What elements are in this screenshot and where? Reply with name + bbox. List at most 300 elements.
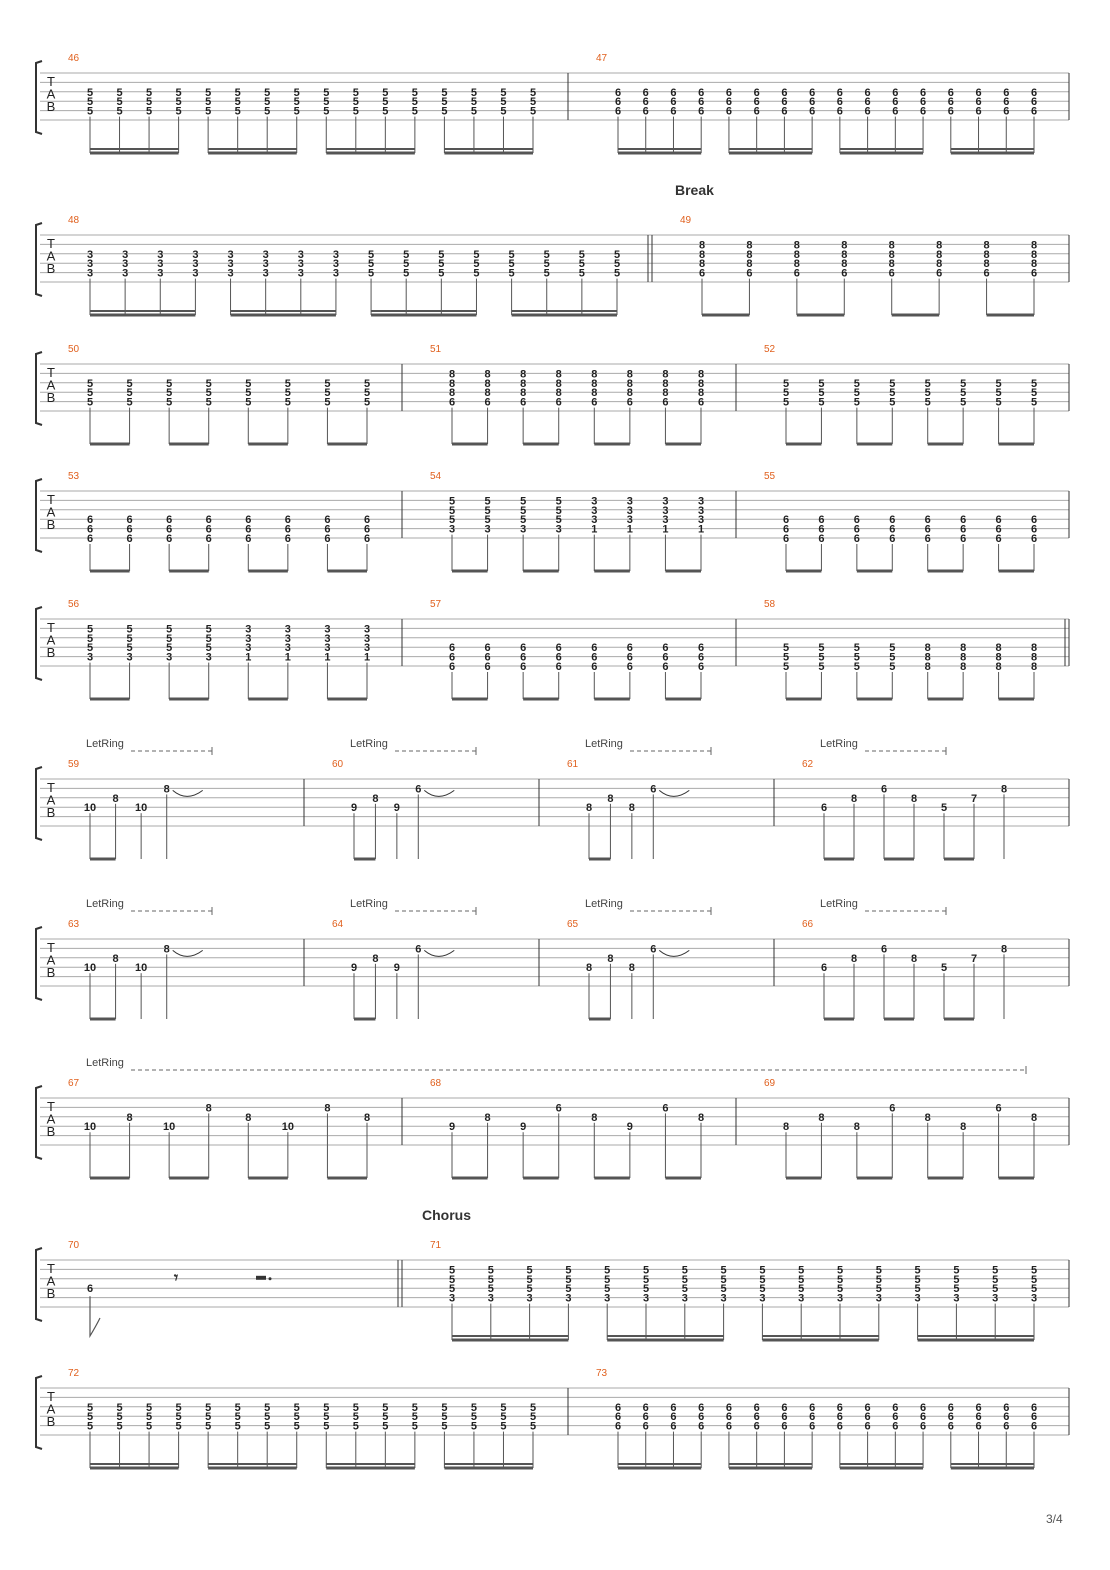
fret-number: 8: [520, 387, 527, 400]
fret-number: 5: [782, 396, 790, 409]
fret-number: 8: [1030, 661, 1038, 673]
fret-number: 5: [448, 1273, 456, 1286]
fret-number: 6: [725, 86, 732, 99]
fret-number: 6: [245, 533, 252, 545]
fret-number: 6: [484, 642, 491, 655]
fret-number: 8: [983, 258, 990, 271]
fret-number: 5: [613, 258, 621, 271]
fret-number: 6: [753, 86, 760, 99]
fret-number: 5: [960, 396, 967, 409]
fret-number: 6: [415, 783, 422, 796]
fret-number: 5: [940, 962, 948, 975]
fret-number: 6: [245, 514, 252, 527]
fret-number: 5: [146, 105, 153, 118]
fret-number: 5: [441, 1420, 448, 1433]
fret-number: 1: [245, 651, 252, 664]
tab-clef-letter: B: [46, 517, 56, 532]
fret-number: 5: [284, 387, 291, 400]
fret-number: 5: [681, 1264, 688, 1277]
fret-number: 5: [818, 642, 825, 655]
fret-number: 5: [960, 377, 967, 390]
fret-number: 5: [126, 396, 133, 409]
fret-number: 5: [175, 86, 182, 99]
measure-number: 53: [68, 471, 80, 482]
fret-number: 6: [995, 514, 1002, 527]
fret-number: 6: [818, 533, 825, 545]
fret-number: 5: [500, 1401, 507, 1414]
fret-number: 6: [920, 1411, 927, 1424]
fret-number: 6: [975, 1401, 982, 1414]
fret-number: 5: [782, 642, 790, 655]
measure-number: 68: [430, 1078, 442, 1089]
fret-number: 8: [112, 952, 119, 965]
system-bracket: [36, 607, 42, 680]
fret-number: 8: [448, 368, 456, 381]
fret-number: 5: [166, 387, 173, 400]
fret-number: 5: [86, 377, 94, 390]
fret-number: 3: [86, 248, 94, 261]
fret-number: 5: [484, 504, 491, 517]
fret-number: 5: [529, 96, 537, 109]
fret-number: 5: [995, 377, 1002, 390]
fret-number: 5: [953, 1283, 960, 1296]
fret-number: 6: [166, 533, 173, 545]
fret-number: 5: [86, 1401, 94, 1414]
fret-number: 5: [126, 632, 133, 645]
fret-number: 8: [1030, 651, 1038, 664]
fret-number: 9: [626, 1121, 633, 1134]
fret-number: 6: [1030, 96, 1038, 109]
fret-number: 6: [415, 943, 422, 956]
fret-number: 5: [293, 96, 300, 109]
fret-number: 5: [889, 387, 896, 400]
fret-number: 5: [264, 105, 271, 118]
fret-number: 6: [555, 642, 562, 655]
eighth-rest: 𝄾: [173, 1269, 179, 1287]
fret-number: 5: [565, 1264, 572, 1277]
tab-clef-letter: T: [47, 780, 55, 795]
fret-number: 1: [324, 651, 331, 664]
fret-number: 5: [529, 1401, 537, 1414]
fret-number: 5: [448, 1264, 456, 1277]
fret-number: 6: [725, 1401, 732, 1414]
measure-number: 52: [764, 344, 776, 355]
fret-number: 5: [853, 642, 860, 655]
fret-number: 6: [555, 661, 562, 673]
fret-number: 6: [781, 1420, 788, 1433]
fret-number: 3: [836, 1292, 844, 1305]
fret-number: 8: [626, 387, 633, 400]
fret-number: 5: [992, 1273, 999, 1286]
fret-number: 5: [782, 387, 790, 400]
fret-number: 6: [662, 651, 669, 664]
fret-number: 5: [924, 377, 931, 390]
fret-number: 5: [382, 1411, 389, 1424]
fret-number: 6: [853, 514, 860, 527]
fret-number: 8: [697, 377, 705, 390]
fret-number: 8: [697, 368, 705, 381]
fret-number: 5: [126, 377, 133, 390]
fret-number: 3: [324, 642, 331, 655]
fret-number: 6: [670, 86, 677, 99]
fret-number: 5: [448, 1283, 456, 1296]
fret-number: 5: [352, 1401, 359, 1414]
tab-clef-letter: A: [46, 1401, 56, 1417]
fret-number: 3: [697, 504, 705, 517]
fret-number: 8: [850, 952, 858, 965]
fret-number: 6: [836, 1411, 843, 1424]
fret-number: 5: [642, 1264, 650, 1277]
fret-number: 5: [940, 802, 948, 815]
fret-number: 6: [642, 1420, 649, 1433]
fret-number: 6: [484, 661, 491, 673]
fret-number: 5: [382, 96, 389, 109]
fret-number: 6: [782, 533, 790, 545]
fret-number: 8: [555, 387, 562, 400]
fret-number: 8: [793, 248, 800, 261]
measure-number: 66: [802, 919, 814, 930]
fret-number: 8: [163, 943, 170, 956]
fret-number: 6: [205, 514, 212, 527]
fret-number: 8: [363, 1111, 371, 1124]
fret-number: 5: [526, 1273, 533, 1286]
fret-number: 5: [818, 651, 825, 664]
fret-number: 6: [975, 1411, 982, 1424]
fret-number: 9: [393, 962, 400, 975]
fret-number: 6: [448, 396, 456, 409]
fret-number: 3: [681, 1292, 688, 1305]
fret-number: 5: [889, 377, 896, 390]
fret-number: 5: [146, 1411, 153, 1424]
fret-number: 3: [297, 248, 304, 261]
fret-number: 6: [920, 96, 927, 109]
tab-clef-letter: T: [47, 74, 55, 89]
fret-number: 5: [759, 1283, 766, 1296]
fret-number: 5: [604, 1273, 611, 1286]
fret-number: 5: [543, 267, 550, 280]
fret-number: 3: [448, 523, 456, 536]
fret-number: 6: [245, 523, 252, 536]
fret-number: 5: [116, 105, 123, 118]
measure-number: 55: [764, 471, 776, 482]
fret-number: 5: [205, 387, 212, 400]
fret-number: 6: [614, 96, 622, 109]
fret-number: 5: [382, 105, 389, 118]
fret-number: 3: [126, 651, 133, 664]
fret-number: 3: [227, 267, 234, 280]
fret-number: 5: [175, 1411, 182, 1424]
fret-number: 6: [1003, 1411, 1010, 1424]
fret-number: 9: [393, 802, 400, 815]
tab-clef-letter: A: [46, 952, 56, 968]
fret-number: 3: [992, 1292, 999, 1305]
fret-number: 6: [820, 802, 828, 815]
fret-number: 5: [245, 396, 252, 409]
fret-number: 3: [192, 267, 199, 280]
fret-number: 8: [924, 642, 931, 655]
fret-number: 8: [924, 661, 931, 673]
fret-number: 6: [753, 1420, 760, 1433]
half-rest: [256, 1276, 266, 1280]
fret-number: 6: [662, 642, 669, 655]
fret-number: 3: [555, 523, 562, 536]
fret-number: 5: [116, 96, 123, 109]
fret-number: 5: [470, 1420, 477, 1433]
fret-number: 5: [642, 1283, 650, 1296]
measure-number: 72: [68, 1368, 80, 1379]
tab-clef-letter: B: [46, 965, 56, 980]
fret-number: 6: [809, 1411, 816, 1424]
fret-number: 9: [350, 802, 358, 815]
fret-number: 5: [992, 1283, 999, 1296]
fret-number: 3: [484, 523, 491, 536]
fret-number: 5: [484, 495, 491, 508]
fret-number: 6: [614, 86, 622, 99]
fret-number: 6: [448, 661, 456, 673]
fret-number: 3: [662, 495, 669, 508]
fret-number: 5: [836, 1283, 844, 1296]
fret-number: 5: [508, 258, 515, 271]
fret-number: 6: [836, 1401, 843, 1414]
fret-number: 1: [662, 523, 669, 536]
fret-number: 5: [604, 1264, 611, 1277]
fret-number: 5: [323, 96, 330, 109]
fret-number: 6: [698, 267, 706, 280]
fret-number: 6: [782, 514, 790, 527]
fret-number: 5: [175, 1401, 182, 1414]
fret-number: 8: [698, 239, 706, 252]
fret-number: 3: [284, 632, 291, 645]
fret-number: 1: [363, 651, 371, 664]
tab-clef-letter: T: [47, 492, 55, 507]
fret-number: 6: [363, 533, 371, 545]
fret-number: 3: [448, 1292, 456, 1305]
fret-number: 6: [781, 96, 788, 109]
fret-number: 5: [470, 1411, 477, 1424]
fret-number: 8: [163, 783, 170, 796]
fret-number: 6: [889, 533, 896, 545]
fret-number: 6: [650, 783, 657, 796]
fret-number: 6: [662, 1102, 669, 1115]
fret-number: 6: [1030, 514, 1038, 527]
fret-number: 6: [1030, 105, 1038, 118]
fret-number: 5: [205, 396, 212, 409]
fret-number: 6: [753, 96, 760, 109]
fret-number: 6: [924, 533, 931, 545]
fret-number: 9: [520, 1121, 527, 1134]
fret-number: 3: [205, 651, 212, 664]
fret-number: 5: [205, 105, 212, 118]
fret-number: 10: [135, 802, 148, 815]
fret-number: 8: [924, 651, 931, 664]
fret-number: 6: [864, 1401, 871, 1414]
fret-number: 5: [759, 1264, 766, 1277]
fret-number: 5: [146, 1420, 153, 1433]
fret-number: 5: [448, 504, 456, 517]
fret-number: 5: [324, 377, 331, 390]
fret-number: 5: [853, 396, 860, 409]
tab-clef-letter: B: [46, 1286, 56, 1301]
rest-dot: [269, 1277, 272, 1280]
fret-number: 5: [818, 661, 825, 673]
measure-number: 73: [596, 1368, 608, 1379]
tie-arc: [424, 790, 454, 796]
fret-number: 3: [122, 248, 129, 261]
fret-number: 8: [484, 1111, 491, 1124]
fret-number: 8: [484, 368, 491, 381]
fret-number: 5: [520, 495, 527, 508]
fret-number: 8: [697, 1111, 705, 1124]
fret-number: 6: [555, 396, 562, 409]
fret-number: 6: [892, 1411, 899, 1424]
fret-number: 8: [960, 642, 967, 655]
fret-number: 6: [698, 105, 705, 118]
system-bracket: [36, 61, 42, 134]
fret-number: 6: [614, 1411, 622, 1424]
fret-number: 6: [166, 514, 173, 527]
tie-arc: [659, 790, 689, 796]
fret-number: 3: [157, 258, 164, 271]
fret-number: 5: [889, 661, 896, 673]
fret-number: 6: [86, 523, 94, 536]
fret-number: 5: [86, 105, 94, 118]
fret-number: 5: [1030, 1283, 1038, 1296]
fret-number: 6: [725, 105, 732, 118]
fret-number: 6: [960, 514, 967, 527]
fret-number: 5: [293, 105, 300, 118]
fret-number: 6: [864, 1420, 871, 1433]
fret-number: 10: [135, 962, 148, 975]
fret-number: 3: [324, 623, 331, 636]
fret-number: 6: [363, 523, 371, 536]
fret-number: 8: [746, 239, 753, 252]
fret-number: 8: [960, 661, 967, 673]
tab-clef-letter: B: [46, 1124, 56, 1139]
fret-number: 6: [591, 651, 598, 664]
fret-number: 6: [1003, 1420, 1010, 1433]
fret-number: 5: [526, 1283, 533, 1296]
fret-number: 6: [698, 1420, 705, 1433]
fret-number: 6: [591, 661, 598, 673]
fret-number: 6: [86, 1283, 94, 1296]
tab-clef-letter: T: [47, 1389, 55, 1404]
fret-number: 5: [86, 1411, 94, 1424]
fret-number: 3: [245, 623, 252, 636]
fret-number: 3: [520, 523, 527, 536]
fret-number: 6: [1030, 1401, 1038, 1414]
tab-clef-letter: A: [46, 504, 56, 520]
fret-number: 8: [628, 962, 635, 975]
let-ring-label: LetRing: [585, 898, 623, 910]
fret-number: 5: [323, 86, 330, 99]
fret-number: 5: [853, 377, 860, 390]
tab-clef-letter: B: [46, 261, 56, 276]
fret-number: 5: [441, 105, 448, 118]
fret-number: 6: [809, 1420, 816, 1433]
fret-number: 8: [983, 248, 990, 261]
fret-number: 5: [995, 387, 1002, 400]
fret-number: 5: [526, 1264, 533, 1277]
fret-number: 5: [116, 1401, 123, 1414]
fret-number: 8: [1030, 239, 1038, 252]
fret-number: 5: [529, 1420, 537, 1433]
fret-number: 3: [297, 267, 304, 280]
fret-number: 5: [782, 661, 790, 673]
fret-number: 8: [662, 387, 669, 400]
fret-number: 6: [793, 267, 800, 280]
fret-number: 8: [324, 1102, 331, 1115]
fret-number: 3: [875, 1292, 882, 1305]
fret-number: 3: [332, 248, 339, 261]
fret-number: 6: [642, 1401, 649, 1414]
system-bracket: [36, 1248, 42, 1321]
fret-number: 5: [264, 96, 271, 109]
measure-number: 65: [567, 919, 579, 930]
fret-number: 3: [565, 1292, 572, 1305]
fret-number: 8: [626, 368, 633, 381]
fret-number: 1: [697, 523, 705, 536]
fret-number: 5: [487, 1283, 494, 1296]
fret-number: 5: [363, 387, 371, 400]
fret-number: 5: [368, 258, 375, 271]
tie-arc: [173, 790, 203, 796]
fret-number: 5: [86, 623, 94, 636]
fret-number: 5: [234, 96, 241, 109]
measure-number: 58: [764, 599, 776, 610]
fret-number: 6: [836, 86, 843, 99]
fret-number: 6: [920, 86, 927, 99]
fret-number: 6: [746, 267, 753, 280]
fret-number: 5: [205, 642, 212, 655]
fret-number: 6: [1030, 1420, 1038, 1433]
fret-number: 5: [234, 86, 241, 99]
fret-number: 5: [613, 248, 621, 261]
fret-number: 8: [1030, 248, 1038, 261]
fret-number: 5: [853, 661, 860, 673]
let-ring-label: LetRing: [86, 898, 124, 910]
fret-number: 5: [818, 396, 825, 409]
system-bracket: [36, 927, 42, 1000]
tab-clef-letter: A: [46, 632, 56, 648]
fret-number: 8: [662, 377, 669, 390]
fret-number: 8: [960, 1121, 967, 1134]
fret-number: 5: [798, 1283, 805, 1296]
fret-number: 5: [438, 267, 445, 280]
fret-number: 3: [626, 514, 633, 527]
fret-number: 8: [936, 258, 943, 271]
let-ring-label: LetRing: [350, 738, 388, 750]
fret-number: 6: [947, 1401, 954, 1414]
fret-number: 6: [86, 533, 94, 545]
fret-number: 6: [626, 661, 633, 673]
measure-number: 59: [68, 759, 80, 770]
fret-number: 5: [914, 1273, 921, 1286]
fret-number: 3: [662, 514, 669, 527]
fret-number: 5: [323, 1401, 330, 1414]
fret-number: 8: [372, 792, 379, 805]
fret-number: 8: [555, 368, 562, 381]
fret-number: 6: [818, 514, 825, 527]
fret-number: 6: [753, 105, 760, 118]
let-ring-label: LetRing: [820, 898, 858, 910]
system-bracket: [36, 479, 42, 552]
fret-number: 3: [604, 1292, 611, 1305]
fret-number: 5: [382, 86, 389, 99]
fret-number: 8: [924, 1111, 931, 1124]
fret-number: 8: [520, 377, 527, 390]
fret-number: 6: [642, 1411, 649, 1424]
fret-number: 5: [953, 1264, 960, 1277]
